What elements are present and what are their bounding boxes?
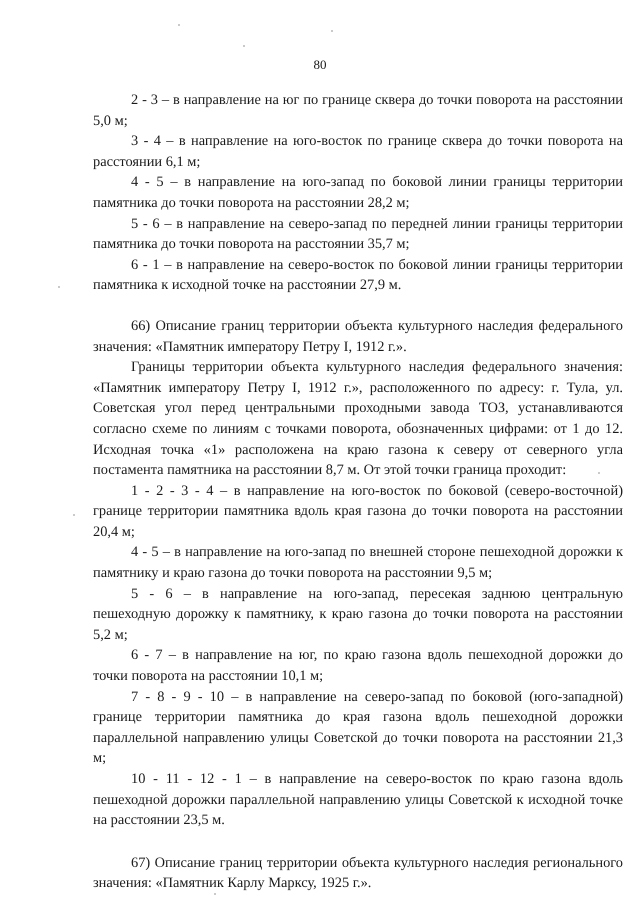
scan-speck [178, 24, 180, 26]
section-66-intro: Границы территории объекта культурного наследия федерального значения: «Памятник императору Петру I, 1912 г.», расположенного по адресу: г. Тула, ул. Советская угол перед центральными проходными завода ТОЗ, устанавливаются согласно схеме по линиям с точками поворота, обозначенных цифрами: от 1 до 12. Исходная точка «1» расположена на краю газона к северу от северного угла постамента памятника на расстоянии 8,7 м. От этой точки граница проходит: [93, 359, 623, 479]
scan-speck [243, 45, 245, 47]
section-66-heading: 66) Описание границ территории объекта культурного наследия федерального значения: «Памятник императору Петру I, 1912 г.». [93, 317, 623, 355]
section-66-segment-1-4: 1 - 2 - 3 - 4 – в направление на юго-восток по боковой (северо-восточной) границе территории памятника вдоль края газона до точки поворота на расстоянии 20,4 м; [93, 482, 623, 540]
section-66-segment-5-6: 5 - 6 – в направление на юго-запад, пересекая заднюю центральную пешеходную дорожку к памятнику, к краю газона до точки поворота на расстоянии 5,2 м; [93, 585, 623, 643]
boundary-segment-5-6: 5 - 6 – в направление на северо-запад по передней линии границы территории памятника до точки поворота на расстоянии 35,7 м; [93, 215, 623, 253]
section-66-segment-4-5: 4 - 5 – в направление на юго-запад по внешней стороне пешеходной дорожки к памятнику и краю газона до точки поворота на расстоянии 9,5 м; [93, 544, 623, 582]
section-66-segment-6-7: 6 - 7 – в направление на юг, по краю газона вдоль пешеходной дорожки до точки поворота на расстоянии 10,1 м; [93, 647, 623, 685]
document-body [93, 90, 623, 894]
section-66-segment-10-1: 10 - 11 - 12 - 1 – в направление на северо-восток по краю газона вдоль пешеходной дорожки параллельной направлению улицы Советской к исходной точке на расстоянии 23,5 м. [93, 771, 623, 829]
boundary-segment-2-3: 2 - 3 – в направление на юг по границе сквера до точки поворота на расстоянии 5,0 м; [93, 92, 623, 129]
boundary-segment-3-4: 3 - 4 – в направление на юго-восток по границе сквера до точки поворота на расстоянии 6,1 м; [93, 133, 623, 170]
section-66-segment-7-10: 7 - 8 - 9 - 10 – в направление на северо-запад по боковой (юго-западной) границе территории памятника до края газона вдоль пешеходной дорожки параллельной направлению улицы Советской до точки поворота на расстоянии 21,3 м; [93, 688, 623, 767]
scan-speck [331, 30, 333, 32]
boundary-segment-4-5: 4 - 5 – в направление на юго-запад по боковой линии границы территории памятника до точки поворота на расстоянии 28,2 м; [93, 174, 623, 211]
scan-speck [598, 472, 600, 474]
page-number: 80 [313, 57, 327, 72]
section-67-heading: 67) Описание границ территории объекта культурного наследия регионального значения: «Памятник Карлу Марксу, 1925 г.». [93, 854, 623, 892]
scan-speck [73, 514, 75, 516]
boundary-segment-6-1: 6 - 1 – в направление на северо-восток по боковой линии границы территории памятника к исходной точке на расстоянии 27,9 м. [93, 256, 623, 294]
scan-speck [214, 893, 216, 895]
scan-speck [58, 286, 60, 288]
